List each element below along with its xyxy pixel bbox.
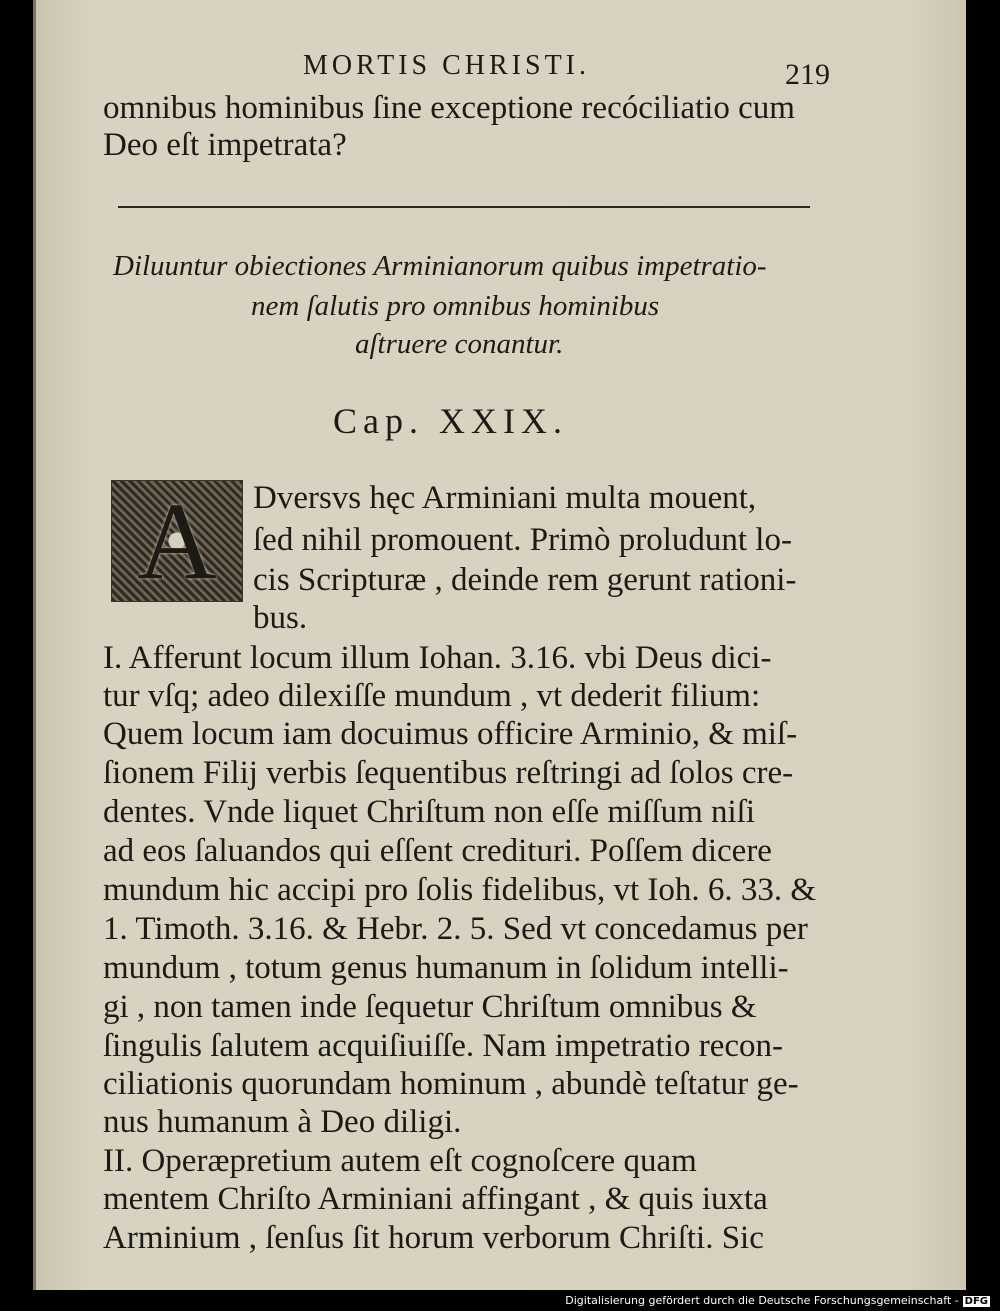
body-line-14: gi , non tamen inde ſequetur Chriſtum omnibus &: [103, 989, 757, 1025]
body-line-11: mundum hic accipi pro ſolis fidelibus, vt Ioh. 6. 33. &: [103, 872, 817, 908]
body-line-13: mundum , totum genus humanum in ſolidum intelli-: [103, 950, 789, 986]
digitization-credit: [565, 1294, 990, 1307]
section-title-line-1: Diluuntur obiectiones Arminianorum quibus impetratio-: [113, 250, 767, 282]
body-line-8: ſionem Filij verbis ſequentibus reſtringi ad ſolos cre-: [103, 755, 794, 791]
body-line-5: I. Afferunt locum illum Iohan. 3.16. vbi Deus dici-: [103, 640, 772, 676]
body-line-19: mentem Chriſto Arminiani affingant , & quis iuxta: [103, 1181, 768, 1217]
section-title-line-2: nem ſalutis pro omnibus hominibus: [251, 290, 660, 322]
book-page: [33, 0, 966, 1290]
body-line-3: cis Scripturæ , deinde rem gerunt rationi-: [253, 562, 797, 598]
body-line-17: nus humanum à Deo diligi.: [103, 1104, 462, 1140]
section-title-line-3: aſtruere conantur.: [355, 328, 564, 360]
horizontal-rule: [118, 206, 810, 208]
decorated-initial-letter: A: [137, 480, 217, 602]
intro-line-2: Deo eſt impetrata?: [103, 127, 347, 163]
body-line-18: II. Operæpretium autem eſt cognoſcere quam: [103, 1143, 697, 1179]
body-line-12: 1. Timoth. 3.16. & Hebr. 2. 5. Sed vt concedamus per: [103, 911, 808, 947]
intro-line-1: omnibus hominibus ſine exceptione recóciliatio cum: [103, 90, 795, 126]
body-line-9: dentes. Vnde liquet Chriſtum non eſſe miſſum niſi: [103, 794, 755, 830]
body-line-2: ſed nihil promouent. Primò proludunt lo-: [253, 522, 792, 558]
body-line-7: Quem locum iam docuimus officire Arminio, & miſ-: [103, 716, 798, 752]
body-line-15: ſingulis ſalutem acquiſiuiſſe. Nam impetratio recon-: [103, 1028, 783, 1064]
running-title: MORTIS CHRISTI.: [303, 50, 591, 81]
page-number: 219: [785, 58, 830, 91]
chapter-heading: Cap. XXIX.: [333, 401, 568, 441]
body-line-1: Dversvs hęc Arminiani multa mouent,: [253, 480, 757, 516]
body-line-20: Arminium , ſenſus ſit horum verborum Chriſti. Sic: [103, 1220, 764, 1256]
credit-text: Digitalisierung gefördert durch die Deutsche Forschungsgemeinschaft -: [565, 1294, 959, 1307]
page-spine-edge: [33, 0, 36, 1290]
decorated-initial: [111, 480, 243, 602]
body-line-16: ciliationis quorundam hominum , abundè teſtatur ge-: [103, 1066, 799, 1102]
dfg-logo: DFG: [964, 1296, 988, 1307]
body-line-10: ad eos ſaluandos qui eſſent credituri. Poſſem dicere: [103, 833, 772, 869]
body-line-6: tur vſq; adeo dilexiſſe mundum , vt dederit filium:: [103, 678, 761, 714]
body-line-4: bus.: [253, 600, 308, 636]
